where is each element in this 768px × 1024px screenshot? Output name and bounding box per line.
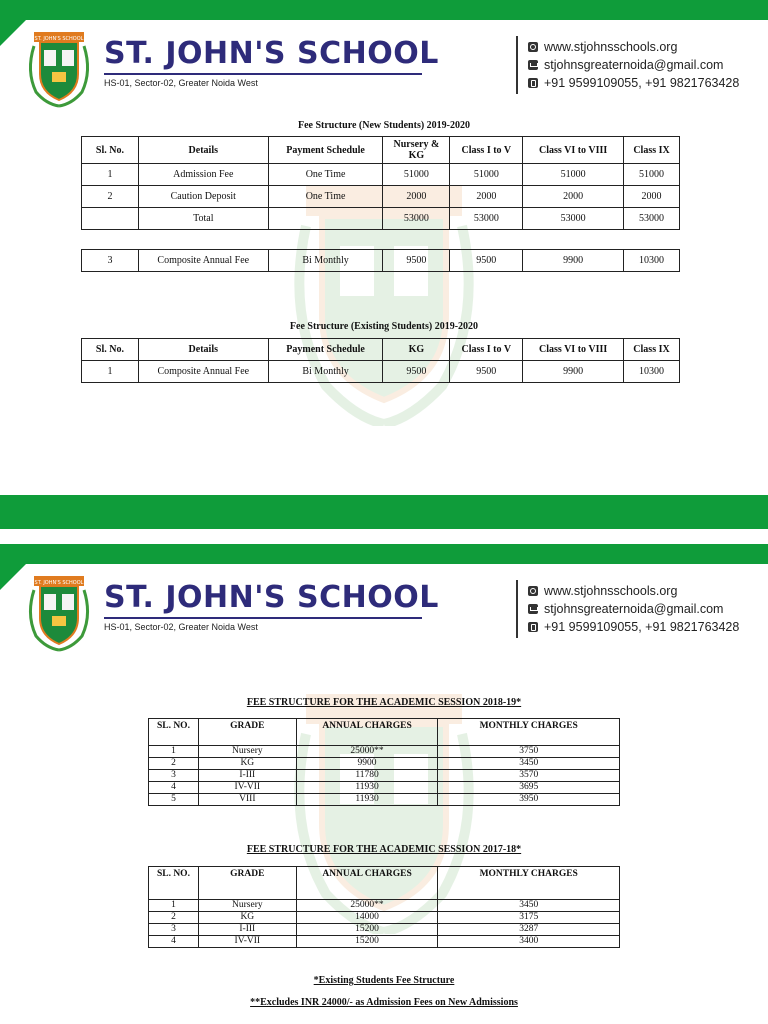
header-cell: Class VI to VIII (523, 339, 624, 361)
table-header-row (149, 867, 620, 900)
school-address: HS-01, Sector-02, Greater Noida West (104, 78, 258, 88)
contact-block (528, 38, 739, 92)
table-row-total (82, 208, 680, 230)
header-cell: Payment Schedule (268, 137, 383, 164)
table-cell: 1 (82, 164, 139, 186)
table-row (149, 794, 620, 806)
existing-students-fee-table (81, 338, 680, 383)
table-header-row (149, 719, 620, 746)
table-cell: 9900 (523, 250, 624, 272)
table-cell: 51000 (383, 164, 450, 186)
table-cell: 4 (149, 782, 199, 794)
table-row (149, 924, 620, 936)
header-cell: Class IX (624, 339, 680, 361)
table-cell: 1 (149, 900, 199, 912)
table-cell: 3 (149, 770, 199, 782)
phone-text: +91 9599109055, +91 9821763428 (544, 76, 740, 90)
header-green-band (0, 0, 768, 20)
header-cell: MONTHLY CHARGES (438, 719, 620, 746)
fee-table-2017-18 (148, 866, 620, 948)
table-cell: 5 (149, 794, 199, 806)
fee-table-2018-19 (148, 718, 620, 806)
mail-icon (528, 60, 538, 70)
table-cell: 53000 (624, 208, 680, 230)
table-cell: 2 (149, 758, 199, 770)
table-cell: 53000 (383, 208, 450, 230)
table-cell: 3287 (438, 924, 620, 936)
table-row (149, 900, 620, 912)
table-cell: 2000 (523, 186, 624, 208)
new-students-title: Fee Structure (New Students) 2019-2020 (297, 120, 470, 131)
header-cell: SL. NO. (149, 867, 199, 900)
school-name: ST. JOHN'S SCHOOL (104, 580, 439, 615)
table-cell: Bi Monthly (268, 250, 383, 272)
table-cell: Bi Monthly (268, 361, 383, 383)
contact-block (528, 582, 739, 636)
table-row (82, 186, 680, 208)
website-row[interactable] (528, 582, 739, 600)
table-cell: 11780 (296, 770, 438, 782)
table-cell: VIII (198, 794, 296, 806)
phone-icon (528, 78, 538, 88)
table-cell: 15200 (296, 936, 438, 948)
table-row (82, 164, 680, 186)
header-cell: GRADE (198, 719, 296, 746)
table-cell: 10300 (624, 361, 680, 383)
table-cell: 53000 (523, 208, 624, 230)
table-cell: 14000 (296, 912, 438, 924)
document-page-1 (0, 0, 768, 480)
mail-icon (528, 604, 538, 614)
header-cell: ANNUAL CHARGES (296, 719, 438, 746)
header-cell: Details (138, 339, 268, 361)
table-row (149, 912, 620, 924)
header-cell: Class VI to VIII (523, 137, 624, 164)
svg-text:ST. JOHN'S SCHOOL: ST. JOHN'S SCHOOL (34, 36, 84, 42)
phone-row (528, 74, 739, 92)
header-green-band (0, 544, 768, 564)
table-row (82, 361, 680, 383)
header-cell: KG (383, 339, 450, 361)
composite-fee-table (81, 249, 680, 272)
existing-students-title: Fee Structure (Existing Students) 2019-2020 (289, 321, 479, 332)
table-cell: 3450 (438, 758, 620, 770)
globe-icon (528, 586, 538, 596)
page-divider-green-band (0, 495, 768, 529)
table-cell: 3695 (438, 782, 620, 794)
header-cell: GRADE (198, 867, 296, 900)
table-header-row (82, 339, 680, 361)
table-cell: IV-VII (198, 936, 296, 948)
table-cell: 2000 (383, 186, 450, 208)
email-text[interactable]: stjohnsgreaternoida@gmail.com (544, 602, 724, 616)
school-crest-logo (24, 26, 94, 108)
contact-separator (516, 580, 518, 638)
table-cell: 3750 (438, 746, 620, 758)
table-cell: Caution Deposit (138, 186, 268, 208)
table-cell: 51000 (450, 164, 523, 186)
email-row[interactable] (528, 600, 739, 618)
existing-students-note: *Existing Students Fee Structure (313, 975, 455, 986)
table-row (149, 782, 620, 794)
table-cell: 53000 (450, 208, 523, 230)
table-cell: 9500 (383, 361, 450, 383)
table-cell: 9500 (383, 250, 450, 272)
website-text[interactable]: www.stjohnsschools.org (544, 40, 678, 54)
table-cell: 51000 (523, 164, 624, 186)
table-cell: 1 (82, 361, 139, 383)
school-crest-logo (24, 570, 94, 652)
table-cell: 3 (149, 924, 199, 936)
phone-text: +91 9599109055, +91 9821763428 (544, 620, 740, 634)
school-name-underline (104, 617, 422, 619)
table-cell: 4 (149, 936, 199, 948)
table-cell: 3950 (438, 794, 620, 806)
table-cell: 25000** (296, 746, 438, 758)
admission-fee-note: **Excludes INR 24000/- as Admission Fees on New Admissions (250, 997, 518, 1008)
table-cell: 3570 (438, 770, 620, 782)
table-cell: Nursery (198, 746, 296, 758)
header-cell: Class I to V (450, 339, 523, 361)
table-cell: Composite Annual Fee (138, 250, 268, 272)
fee-structure-2017-18-title: FEE STRUCTURE FOR THE ACADEMIC SESSION 2017-18* (246, 844, 522, 855)
header-cell: MONTHLY CHARGES (438, 867, 620, 900)
header-cell: Sl. No. (82, 339, 139, 361)
school-name-underline (104, 73, 422, 75)
table-cell: 9900 (296, 758, 438, 770)
header-cell: Nursery & KG (383, 137, 450, 164)
table-cell: 2000 (450, 186, 523, 208)
table-cell: 9900 (523, 361, 624, 383)
table-cell: I-III (198, 924, 296, 936)
fee-structure-2018-19-title: FEE STRUCTURE FOR THE ACADEMIC SESSION 2018-19* (246, 697, 522, 708)
table-cell: 2 (149, 912, 199, 924)
svg-text:ST. JOHN'S SCHOOL: ST. JOHN'S SCHOOL (34, 580, 84, 586)
table-cell: 9500 (450, 250, 523, 272)
table-cell (82, 208, 139, 230)
table-cell: 3175 (438, 912, 620, 924)
school-address: HS-01, Sector-02, Greater Noida West (104, 622, 258, 632)
phone-row (528, 618, 739, 636)
table-cell: 1 (149, 746, 199, 758)
header-cell: Sl. No. (82, 137, 139, 164)
table-cell: KG (198, 758, 296, 770)
table-cell: IV-VII (198, 782, 296, 794)
email-row[interactable] (528, 56, 739, 74)
table-cell: KG (198, 912, 296, 924)
table-cell: Composite Annual Fee (138, 361, 268, 383)
table-cell: 25000** (296, 900, 438, 912)
table-row (149, 746, 620, 758)
table-row (82, 250, 680, 272)
table-cell: 11930 (296, 794, 438, 806)
table-row (149, 770, 620, 782)
new-students-fee-table (81, 136, 680, 230)
table-row (149, 936, 620, 948)
table-cell: 11930 (296, 782, 438, 794)
email-text[interactable]: stjohnsgreaternoida@gmail.com (544, 58, 724, 72)
header-cell: Payment Schedule (268, 339, 383, 361)
table-cell (268, 208, 383, 230)
table-cell: One Time (268, 186, 383, 208)
table-cell: I-III (198, 770, 296, 782)
header-cell: Class I to V (450, 137, 523, 164)
table-cell: 3400 (438, 936, 620, 948)
school-name: ST. JOHN'S SCHOOL (104, 36, 439, 71)
table-cell: Admission Fee (138, 164, 268, 186)
globe-icon (528, 42, 538, 52)
table-cell: 3450 (438, 900, 620, 912)
table-cell: 2000 (624, 186, 680, 208)
table-cell: One Time (268, 164, 383, 186)
contact-separator (516, 36, 518, 94)
table-cell: Nursery (198, 900, 296, 912)
header-cell: SL. NO. (149, 719, 199, 746)
table-cell: 10300 (624, 250, 680, 272)
table-cell: 9500 (450, 361, 523, 383)
website-text[interactable]: www.stjohnsschools.org (544, 584, 678, 598)
table-cell: Total (138, 208, 268, 230)
table-cell: 51000 (624, 164, 680, 186)
page-divider (0, 480, 768, 544)
website-row[interactable] (528, 38, 739, 56)
table-cell: 2 (82, 186, 139, 208)
phone-icon (528, 622, 538, 632)
table-cell: 3 (82, 250, 139, 272)
header-cell: ANNUAL CHARGES (296, 867, 438, 900)
header-cell: Class IX (624, 137, 680, 164)
table-header-row (82, 137, 680, 164)
header-cell: Details (138, 137, 268, 164)
table-cell: 15200 (296, 924, 438, 936)
document-page-2 (0, 544, 768, 1024)
table-row (149, 758, 620, 770)
